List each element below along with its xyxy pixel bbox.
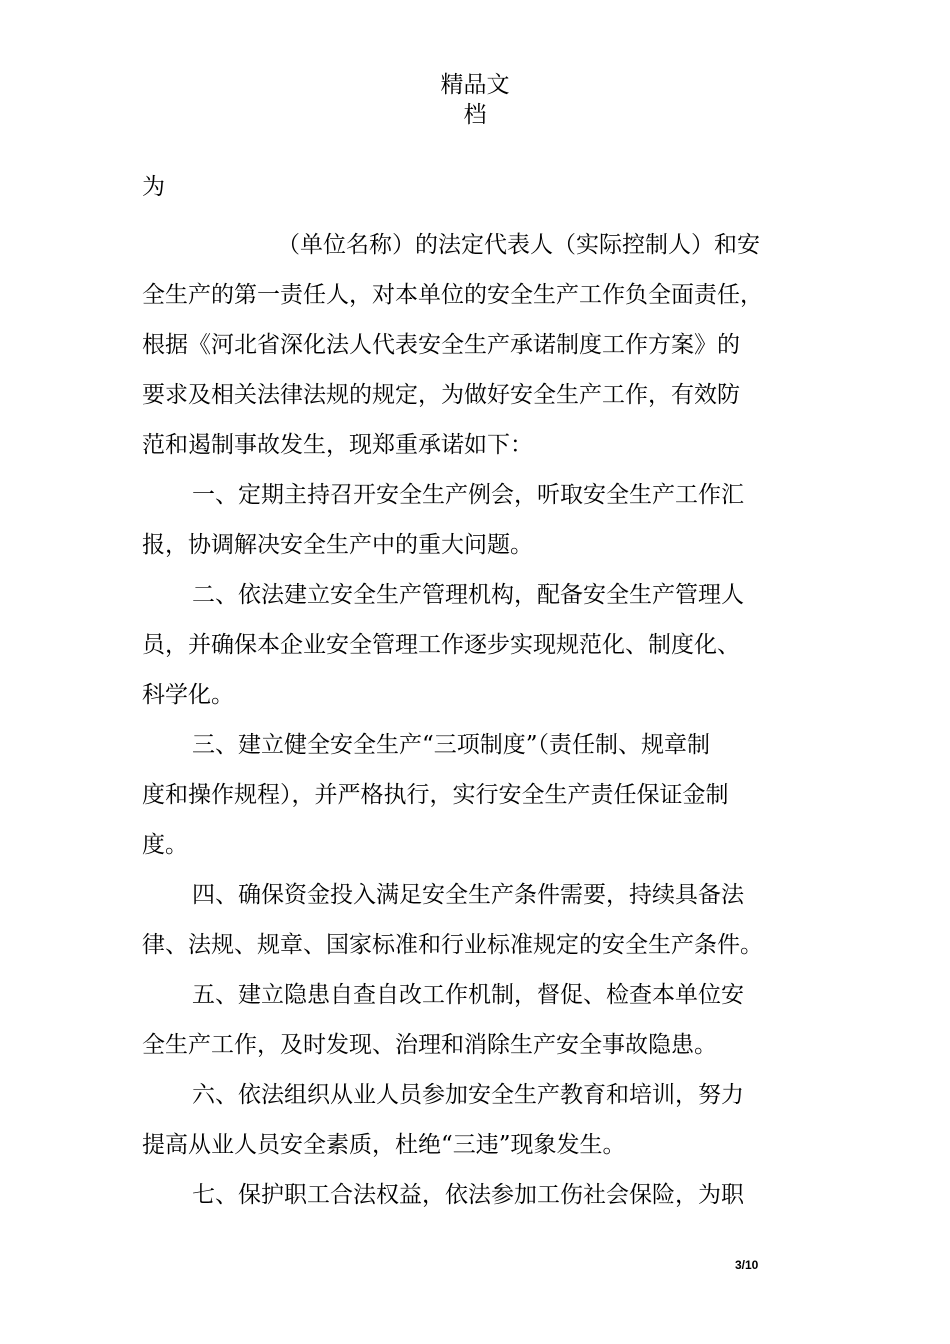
text-line: 律、法规、规章、国家标准和行业标准规定的安全生产条件。 — [142, 932, 763, 958]
text-line: 全生产工作，及时发现、治理和消除生产安全事故隐患。 — [142, 1032, 717, 1058]
text-line: 度。 — [142, 832, 188, 858]
page-header — [395, 70, 555, 130]
header-line-1: 精品文 — [440, 72, 510, 98]
text-line: 五、建立隐患自查自改工作机制，督促、检查本单位安 — [192, 982, 744, 1008]
text-line: （单位名称）的法定代表人（实际控制人）和安 — [277, 232, 760, 258]
text-line: 六、依法组织从业人员参加安全生产教育和培训，努力 — [192, 1082, 744, 1108]
text-line: 一、定期主持召开安全生产例会，听取安全生产工作汇 — [192, 482, 744, 508]
text-line: 要求及相关法律法规的规定，为做好安全生产工作，有效防 — [142, 382, 740, 408]
text-line: 度和操作规程），并严格执行，实行安全生产责任保证金制 — [142, 782, 729, 808]
text-line: 科学化。 — [142, 682, 234, 708]
text-line: 提高从业人员安全素质，杜绝“三违”现象发生。 — [142, 1132, 626, 1158]
text-line: 范和遏制事故发生，现郑重承诺如下： — [142, 432, 533, 458]
text-line: 七、保护职工合法权益，依法参加工伤社会保险，为职 — [192, 1182, 744, 1208]
text-line: 报，协调解决安全生产中的重大问题。 — [142, 532, 533, 558]
text-line: 四、确保资金投入满足安全生产条件需要，持续具备法 — [192, 882, 744, 908]
page-number: 3/10 — [735, 1258, 759, 1272]
text-line: 根据《河北省深化法人代表安全生产承诺制度工作方案》的 — [142, 332, 740, 358]
text-line: 为 — [142, 174, 165, 200]
header-line-2: 档 — [463, 102, 487, 128]
text-line: 员，并确保本企业安全管理工作逐步实现规范化、制度化、 — [142, 632, 740, 658]
document-body — [142, 162, 822, 1220]
text-line: 二、依法建立安全生产管理机构，配备安全生产管理人 — [192, 582, 744, 608]
text-line: 三、建立健全安全生产“三项制度”（责任制、规章制 — [192, 732, 711, 758]
text-line: 全生产的第一责任人，对本单位的安全生产工作负全面责任， — [142, 282, 763, 308]
